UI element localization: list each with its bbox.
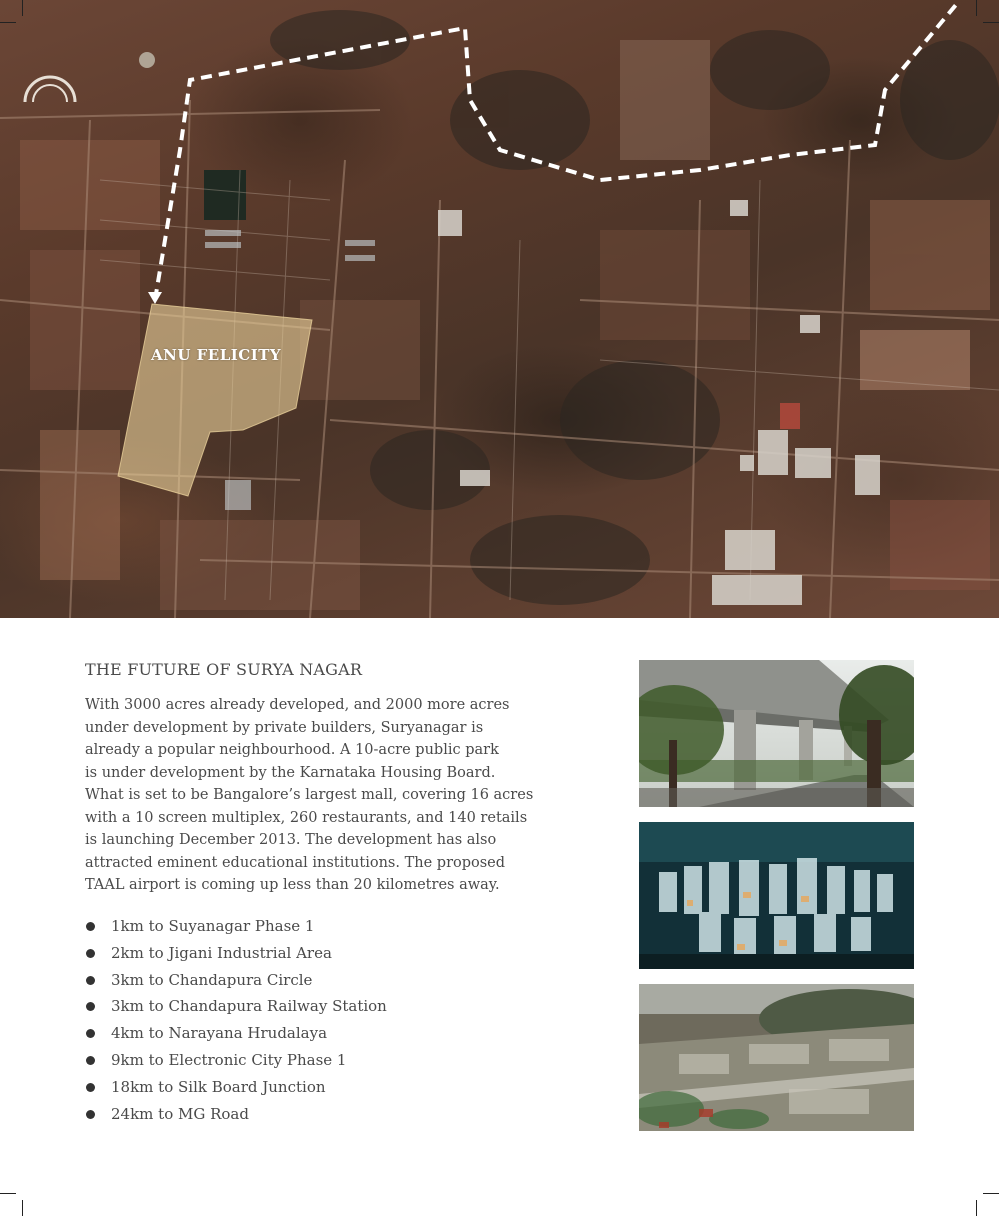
- distance-text: 3km to Chandapura Railway Station: [111, 997, 387, 1016]
- bullet-icon: [86, 1029, 95, 1038]
- crop-mark: [983, 1193, 999, 1194]
- aerial-town-photo: [639, 984, 914, 1131]
- elevated-highway-photo: [639, 660, 914, 807]
- list-item: [85, 913, 387, 940]
- site-highlight: [118, 304, 312, 496]
- crop-mark: [22, 0, 23, 16]
- list-item: [85, 1047, 387, 1074]
- distance-text: 3km to Chandapura Circle: [111, 970, 313, 989]
- paragraph-line: under development by private builders, Suryanagar is: [85, 719, 484, 736]
- distance-text: 24km to MG Road: [111, 1104, 249, 1123]
- crop-mark: [976, 1200, 977, 1216]
- distance-list: [85, 913, 387, 1127]
- paragraph-line: with a 10 screen multiplex, 260 restaurants, and 140 retails: [85, 809, 528, 826]
- crop-mark: [22, 1200, 23, 1216]
- bullet-icon: [86, 1083, 95, 1092]
- route-arrow-icon: [148, 292, 162, 304]
- bullet-icon: [86, 1056, 95, 1065]
- distance-text: 4km to Narayana Hrudalaya: [111, 1024, 328, 1043]
- paragraph-line: TAAL airport is coming up less than 20 kilometres away.: [85, 877, 500, 893]
- crop-mark: [976, 0, 977, 16]
- paragraph-line: attracted eminent educational institutions. The proposed: [85, 854, 506, 871]
- distance-text: 9km to Electronic City Phase 1: [111, 1050, 347, 1069]
- list-item: [85, 1074, 387, 1101]
- paragraph-line: already a popular neighbourhood. A 10-acre public park: [85, 742, 499, 758]
- site-label: ANU FELICITY: [151, 346, 282, 364]
- paragraph-line: With 3000 acres already developed, and 2000 more acres: [85, 697, 510, 713]
- bullet-icon: [86, 1002, 95, 1011]
- list-item: [85, 1101, 387, 1128]
- bullet-icon: [86, 1110, 95, 1119]
- list-item: [85, 993, 387, 1020]
- distance-text: 18km to Silk Board Junction: [111, 1077, 326, 1096]
- section-heading: THE FUTURE OF SURYA NAGAR: [85, 660, 363, 679]
- crop-mark: [0, 1193, 16, 1194]
- section-paragraph: [85, 694, 535, 897]
- paragraph-line: What is set to be Bangalore’s largest mall, covering 16 acres: [85, 787, 534, 803]
- paragraph-line: is under development by the Karnataka Housing Board.: [85, 764, 496, 781]
- bullet-icon: [86, 922, 95, 931]
- bullet-icon: [86, 976, 95, 985]
- township-night-render: [639, 822, 914, 969]
- crop-mark: [983, 22, 999, 23]
- bullet-icon: [86, 949, 95, 958]
- paragraph-line: is launching December 2013. The development has also: [85, 832, 497, 848]
- crop-mark: [0, 22, 16, 23]
- distance-text: 1km to Suyanagar Phase 1: [111, 917, 315, 935]
- list-item: [85, 967, 387, 994]
- list-item: [85, 1020, 387, 1047]
- distance-text: 2km to Jigani Industrial Area: [111, 943, 332, 962]
- list-item: [85, 940, 387, 967]
